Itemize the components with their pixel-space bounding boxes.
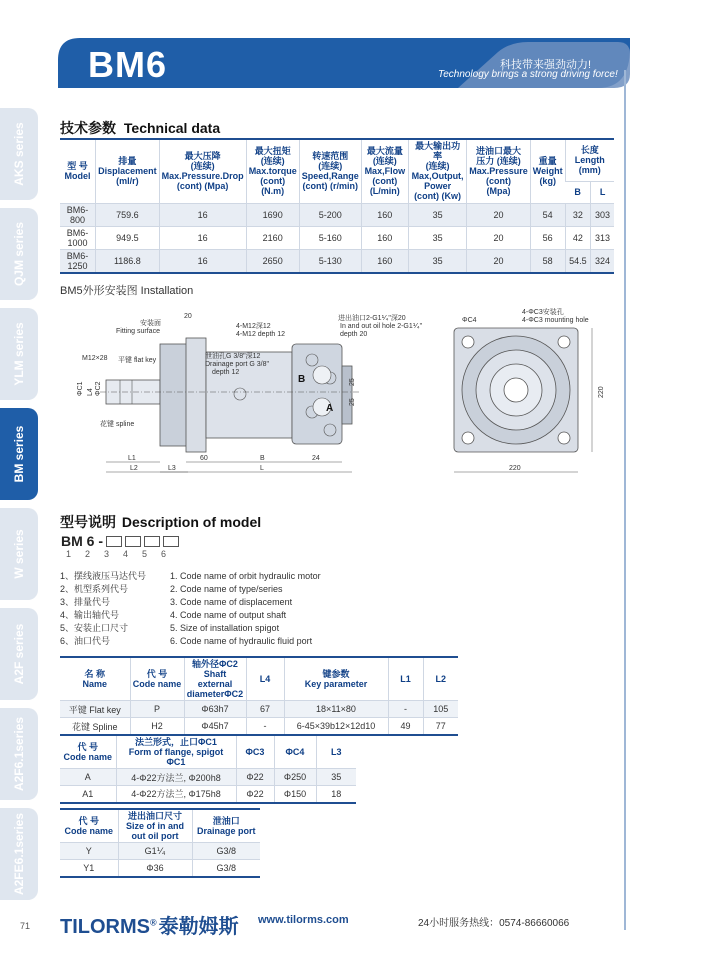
cell: 949.5 bbox=[96, 226, 160, 249]
side-tab-bm[interactable] bbox=[0, 408, 38, 500]
tech-heading-cn: 技术参数 bbox=[60, 120, 116, 136]
th-key: 键参数 Key parameter bbox=[284, 657, 388, 701]
page-frame-line bbox=[624, 70, 626, 930]
cell: 2650 bbox=[246, 249, 299, 273]
page-number: 71 bbox=[20, 921, 31, 931]
dim-l1: L1 bbox=[128, 455, 136, 462]
th-c3: ΦC3 bbox=[236, 735, 274, 769]
th-flow: 最大流量 (连续) Max,Flow (cont) (L/min) bbox=[361, 139, 408, 203]
cell: 324 bbox=[591, 249, 614, 273]
side-tab-aks[interactable] bbox=[0, 108, 38, 200]
cell: H2 bbox=[130, 718, 184, 735]
table-row bbox=[60, 786, 356, 803]
phi-c2-label: ΦC2 bbox=[95, 381, 102, 396]
dim-20: 20 bbox=[184, 313, 192, 320]
l4-label: L4 bbox=[87, 388, 94, 396]
side-tab-label: A2F series bbox=[12, 623, 26, 685]
th-code: 代 号 Code name bbox=[60, 809, 118, 843]
cell: 18×11×80 bbox=[284, 701, 388, 718]
th-length-b: B bbox=[565, 181, 591, 203]
cell: 平键 Flat key bbox=[60, 701, 130, 718]
c3-cn: 4-ΦC3安装孔 bbox=[522, 309, 564, 316]
cell: Φ45h7 bbox=[184, 718, 246, 735]
side-tab-label: QJM series bbox=[12, 221, 26, 287]
cell: Φ36 bbox=[118, 860, 192, 877]
list-item: 6、油口代号 bbox=[60, 636, 111, 646]
th-speed: 转速范围 (连续) Speed,Range (cont) (r/min) bbox=[299, 139, 361, 203]
flat-key-label: 平键 flat key bbox=[118, 357, 157, 364]
tech-table bbox=[60, 138, 614, 274]
cell: 160 bbox=[361, 249, 408, 273]
m12x28-label: M12×28 bbox=[82, 355, 108, 362]
port-a-label: A bbox=[326, 403, 334, 414]
cell: 5-130 bbox=[299, 249, 361, 273]
cell: BM6-1250 bbox=[60, 249, 96, 273]
c3-en: 4-ΦC3 mounting hole bbox=[522, 317, 589, 324]
cell: 4-Φ22方法兰, Φ200h8 bbox=[116, 769, 236, 786]
phi-c4-label: ΦC4 bbox=[462, 317, 477, 324]
list-item: 3. Code name of displacement bbox=[170, 597, 293, 607]
cell: 56 bbox=[530, 226, 565, 249]
website-link[interactable]: www.tilorms.com bbox=[258, 914, 349, 926]
table-row bbox=[60, 249, 614, 273]
th-code: 代 号 Code name bbox=[60, 735, 116, 769]
drain-en1: Drainage port G 3/8" bbox=[205, 361, 269, 368]
cell: 6-45×39b12×12d10 bbox=[284, 718, 388, 735]
code-box bbox=[106, 536, 122, 547]
cell: - bbox=[246, 718, 284, 735]
th-l4: L4 bbox=[246, 657, 284, 701]
table-row bbox=[60, 718, 458, 735]
th-weight: 重量 Weight (kg) bbox=[530, 139, 565, 203]
cell: 54.5 bbox=[565, 249, 591, 273]
dim-l3: L3 bbox=[168, 465, 176, 472]
cell: 759.6 bbox=[96, 203, 160, 226]
fitting-surface-cn: 安装面 bbox=[140, 320, 161, 327]
cell: 16 bbox=[159, 226, 246, 249]
model-heading-cn: 型号说明 bbox=[60, 514, 116, 530]
cell: 5-160 bbox=[299, 226, 361, 249]
dim-l: L bbox=[260, 465, 264, 472]
side-tab-label: BM series bbox=[12, 425, 26, 483]
cell: P bbox=[130, 701, 184, 718]
table-row bbox=[60, 226, 614, 249]
cell: 1186.8 bbox=[96, 249, 160, 273]
code-box bbox=[163, 536, 179, 547]
cell: G3/8 bbox=[192, 860, 260, 877]
cell: 20 bbox=[467, 203, 531, 226]
list-item: 5、安装止口尺寸 bbox=[60, 623, 129, 633]
cell: 105 bbox=[423, 701, 458, 718]
dim-220-v: 220 bbox=[598, 386, 605, 398]
cell: 160 bbox=[361, 226, 408, 249]
code-box bbox=[125, 536, 141, 547]
code-positions bbox=[66, 549, 180, 559]
th-displacement: 排量 Displacement (ml/r) bbox=[96, 139, 160, 203]
m12-cn: 4-M12深12 bbox=[236, 323, 271, 330]
code-pos: 6 bbox=[161, 549, 167, 559]
side-tab-a2f61[interactable] bbox=[0, 708, 38, 800]
cell: BM6-800 bbox=[60, 203, 96, 226]
model-heading-en: Description of model bbox=[121, 514, 262, 530]
slogan-cn: 科技带来强劲动力! bbox=[500, 59, 592, 71]
shaft-table bbox=[60, 656, 458, 736]
th-model: 型 号 Model bbox=[60, 139, 96, 203]
port-table bbox=[60, 808, 260, 878]
code-pos: 5 bbox=[142, 549, 148, 559]
th-l3: L3 bbox=[316, 735, 356, 769]
side-tab-label: A2F6.1series bbox=[12, 716, 26, 792]
inout-cn: 进出油口2-G1⅟₄"深20 bbox=[338, 315, 406, 322]
cell: Φ22 bbox=[236, 769, 274, 786]
th-length: 长度 Length (mm) bbox=[565, 139, 614, 181]
cell: 5-200 bbox=[299, 203, 361, 226]
cell: 4-Φ22方法兰, Φ175h8 bbox=[116, 786, 236, 803]
flange-table bbox=[60, 734, 356, 804]
table-row bbox=[60, 843, 260, 860]
cell: 58 bbox=[530, 249, 565, 273]
code-pos: 4 bbox=[123, 549, 129, 559]
m12-en: 4-M12 depth 12 bbox=[236, 331, 286, 338]
list-item: 4、输出轴代号 bbox=[60, 610, 120, 620]
cell: 35 bbox=[408, 249, 466, 273]
model-heading bbox=[60, 512, 261, 532]
th-inlet-pressure: 进油口最大 压力 (连续) Max.Pressure (cont) (Mpa) bbox=[467, 139, 531, 203]
code-pos: 2 bbox=[85, 549, 91, 559]
cell: 303 bbox=[591, 203, 614, 226]
fitting-surface-en: Fitting surface bbox=[116, 328, 160, 335]
port-b-label: B bbox=[298, 374, 306, 385]
cell: 54 bbox=[530, 203, 565, 226]
brand-logo bbox=[60, 910, 239, 939]
th-c4: ΦC4 bbox=[274, 735, 316, 769]
dim-220-h: 220 bbox=[509, 465, 521, 472]
dim-b: B bbox=[260, 455, 265, 462]
list-item: 3、排量代号 bbox=[60, 597, 111, 607]
side-tab-ylm[interactable] bbox=[0, 308, 38, 400]
side-tab-label: YLM series bbox=[12, 322, 26, 386]
th-length-l: L bbox=[591, 181, 614, 203]
cell: 49 bbox=[388, 718, 423, 735]
phi-c1-label: ΦC1 bbox=[77, 381, 84, 396]
th-l2: L2 bbox=[423, 657, 458, 701]
tech-heading-en: Technical data bbox=[123, 120, 221, 136]
th-l1: L1 bbox=[388, 657, 423, 701]
th-torque: 最大扭矩 (连续) Max.torque (cont) (N.m) bbox=[246, 139, 299, 203]
inout-en1: In and out oil hole 2-G1⅟₄" bbox=[340, 323, 423, 330]
cell: 35 bbox=[408, 203, 466, 226]
cell: Φ150 bbox=[274, 786, 316, 803]
model-code-prefix: BM 6 - bbox=[61, 533, 103, 549]
slogan-en: Technology brings a strong driving force! bbox=[438, 69, 618, 80]
cell: BM6-1000 bbox=[60, 226, 96, 249]
table-row bbox=[60, 769, 356, 786]
side-tab-label: A2FE6.1series bbox=[12, 812, 26, 896]
installation-drawing bbox=[60, 300, 612, 480]
brand-name: TILORMS bbox=[60, 916, 150, 938]
th-pressure: 最大压降 (连续) Max.Pressure.Drop (cont) (Mpa) bbox=[159, 139, 246, 203]
th-name: 名 称 Name bbox=[60, 657, 130, 701]
cell: A1 bbox=[60, 786, 116, 803]
code-pos: 3 bbox=[104, 549, 110, 559]
dim-l2: L2 bbox=[130, 465, 138, 472]
cell: Φ22 bbox=[236, 786, 274, 803]
code-box bbox=[144, 536, 160, 547]
drain-cn: 泄油孔G 3/8"深12 bbox=[205, 353, 261, 360]
model-code bbox=[61, 533, 179, 549]
cell: 35 bbox=[316, 769, 356, 786]
cell: G3/8 bbox=[192, 843, 260, 860]
code-pos: 1 bbox=[66, 549, 72, 559]
tech-heading bbox=[60, 118, 220, 138]
cell: 35 bbox=[408, 226, 466, 249]
cell: 20 bbox=[467, 226, 531, 249]
side-tab-label: W series bbox=[12, 529, 26, 579]
side-tab-a2fe61[interactable] bbox=[0, 808, 38, 900]
drain-en2: depth 12 bbox=[212, 369, 240, 376]
cell: Φ63h7 bbox=[184, 701, 246, 718]
cell: 16 bbox=[159, 249, 246, 273]
dim-24: 24 bbox=[312, 455, 320, 462]
cell: G1⅟₄ bbox=[118, 843, 192, 860]
th-code: 代 号 Code name bbox=[130, 657, 184, 701]
cell: 313 bbox=[591, 226, 614, 249]
cell: 32 bbox=[565, 203, 591, 226]
cell: - bbox=[388, 701, 423, 718]
cell: 160 bbox=[361, 203, 408, 226]
list-item: 1. Code name of orbit hydraulic motor bbox=[170, 571, 321, 581]
side-tab-a2f[interactable] bbox=[0, 608, 38, 700]
dim-25a: 25 bbox=[349, 378, 356, 386]
th-power: 最大输出功率 (连续) Max,Output, Power (cont) (Kw) bbox=[408, 139, 466, 203]
desc-list-en bbox=[170, 570, 321, 648]
cell: 77 bbox=[423, 718, 458, 735]
install-heading: BM5外形安装图 Installation bbox=[60, 285, 194, 297]
desc-list-cn bbox=[60, 570, 146, 648]
side-tab-label: AKS series bbox=[12, 122, 26, 186]
list-item: 2. Code name of type/series bbox=[170, 584, 283, 594]
list-item: 5. Size of installation spigot bbox=[170, 623, 280, 633]
side-tab-w[interactable] bbox=[0, 508, 38, 600]
th-c2: 轴外径ΦC2 Shaft external diameterΦC2 bbox=[184, 657, 246, 701]
cell: Y1 bbox=[60, 860, 118, 877]
table-row bbox=[60, 203, 614, 226]
cell: 42 bbox=[565, 226, 591, 249]
cell: 2160 bbox=[246, 226, 299, 249]
list-item: 4. Code name of output shaft bbox=[170, 610, 287, 620]
list-item: 6. Code name of hydraulic fluid port bbox=[170, 636, 313, 646]
list-item: 1、摆线液压马达代号 bbox=[60, 571, 147, 581]
cell: 16 bbox=[159, 203, 246, 226]
inout-en2: depth 20 bbox=[340, 331, 368, 338]
cell: A bbox=[60, 769, 116, 786]
table-row bbox=[60, 701, 458, 718]
cell: 1690 bbox=[246, 203, 299, 226]
cell: 67 bbox=[246, 701, 284, 718]
cell: Φ250 bbox=[274, 769, 316, 786]
th-form: 法兰形式，止口ΦC1 Form of flange, spigot ΦC1 bbox=[116, 735, 236, 769]
side-tab-qjm[interactable] bbox=[0, 208, 38, 300]
table-row bbox=[60, 860, 260, 877]
spline-label: 花键 spline bbox=[100, 421, 135, 428]
list-item: 2、机型系列代号 bbox=[60, 584, 129, 594]
dim-25b: 25 bbox=[349, 398, 356, 406]
cell: Y bbox=[60, 843, 118, 860]
cell: 20 bbox=[467, 249, 531, 273]
registered-mark: ® bbox=[150, 917, 157, 928]
th-size: 进出油口尺寸 Size of in and out oil port bbox=[118, 809, 192, 843]
hotline: 24小时服务热线：0574-86660066 bbox=[418, 918, 570, 929]
cell: 18 bbox=[316, 786, 356, 803]
th-drain: 泄油口 Drainage port bbox=[192, 809, 260, 843]
cell: 花键 Spline bbox=[60, 718, 130, 735]
page-title: BM6 bbox=[88, 44, 168, 85]
dim-60: 60 bbox=[200, 455, 208, 462]
brand-name-cn: 泰勒姆斯 bbox=[158, 916, 239, 938]
